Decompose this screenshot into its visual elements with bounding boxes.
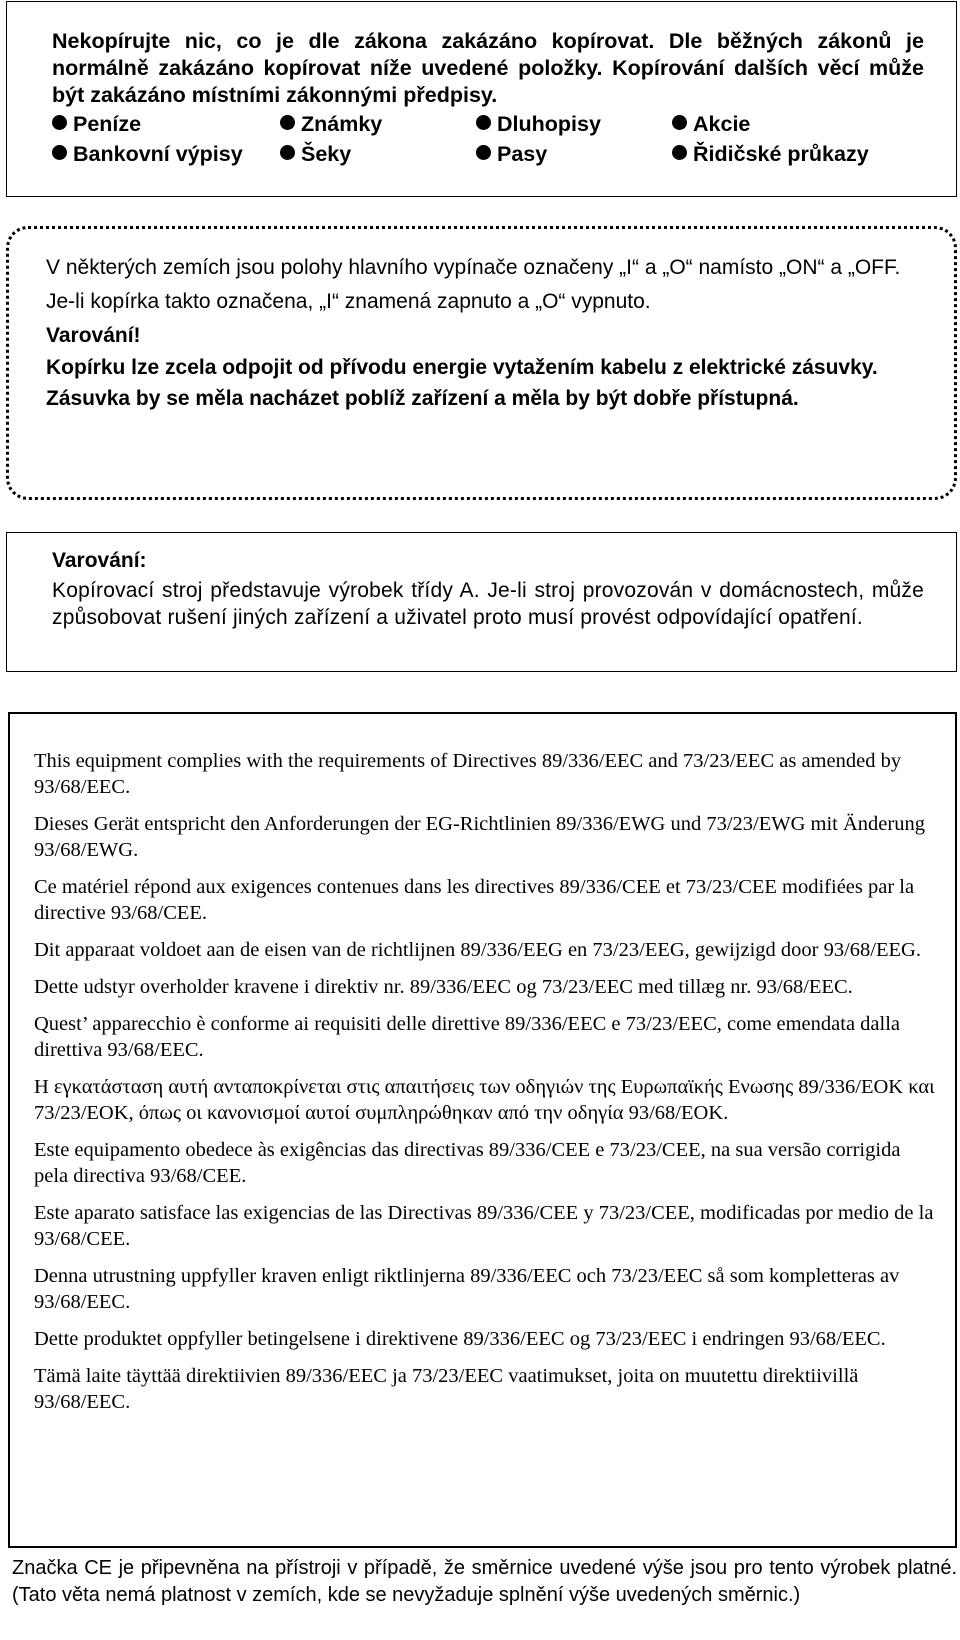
- bullet-icon: [280, 145, 295, 160]
- directive-statement-it: Quest’ apparecchio è conforme ai requisiti delle direttive 89/336/EEC e 73/23/EEC, come emendata dalla direttiva 93/68/EEC.: [34, 1013, 901, 1061]
- class-a-warning-box: [6, 532, 957, 672]
- directive-statement-de: Dieses Gerät entspricht den Anforderungen der EG-Richtlinien 89/336/EWG und 73/23/EWG mit Änderung 93/68/EWG.: [34, 813, 925, 861]
- restricted-item-label: Bankovní výpisy: [73, 142, 243, 166]
- restricted-item-label: Šeky: [301, 142, 352, 166]
- bullet-icon: [476, 145, 491, 160]
- restricted-item-label: Pasy: [497, 142, 548, 166]
- directive-statement-no: Dette produktet oppfyller betingelsene i direktivene 89/336/EEC og 73/23/EEC i endringen 93/68/EEC.: [34, 1328, 886, 1350]
- warning-title: Varování!: [46, 324, 141, 347]
- directive-statement-da: Dette udstyr overholder kravene i direktiv nr. 89/336/EEC og 73/23/EEC med tillæg nr. 93/68/EEC.: [34, 976, 853, 998]
- restricted-item-label: Peníze: [73, 112, 142, 136]
- restricted-item: [476, 141, 672, 168]
- bullet-icon: [672, 145, 687, 160]
- bullet-icon: [52, 115, 67, 130]
- restricted-item: [476, 111, 672, 138]
- directive-statement-fi: Tämä laite täyttää direktiivien 89/336/EEC ja 73/23/EEC vaatimukset, joita on muutettu direktiivillä 93/68/EEC.: [34, 1365, 859, 1413]
- restricted-item-label: Dluhopisy: [497, 112, 601, 136]
- copying-restrictions-box: [6, 1, 957, 197]
- directive-statement-sv: Denna utrustning uppfyller kraven enligt riktlinjerna 89/336/EEC och 73/23/EEC så som kompletteras av 93/68/EEC.: [34, 1265, 900, 1313]
- ce-mark-note: Značka CE je připevněna na přístroji v případě, že směrnice uvedené výše jsou pro tento výrobek platné. (Tato věta nemá platnost v zemích, kde se nevyžaduje splnění výše uvedených směrnic.): [12, 1557, 957, 1606]
- restricted-item-label: Známky: [301, 112, 383, 136]
- restricted-item: [52, 111, 280, 138]
- restricted-item-label: Řidičské průkazy: [693, 142, 869, 166]
- directive-statement-nl: Dit apparaat voldoet aan de eisen van de richtlijnen 89/336/EEG en 73/23/EEG, gewijzigd door 93/68/EEG.: [34, 939, 921, 961]
- restricted-item: [52, 141, 280, 168]
- restricted-item: [280, 111, 476, 138]
- directive-statement-en: This equipment complies with the requirements of Directives 89/336/EEC and 73/23/EEC as amended by 93/68/EEC.: [34, 750, 902, 798]
- bullet-icon: [280, 115, 295, 130]
- restricted-item-label: Akcie: [693, 112, 751, 136]
- unplug-warning-text: Kopírku lze zcela odpojit od přívodu energie vytažením kabelu z elektrické zásuvky.: [46, 356, 878, 379]
- eu-directives-box: [8, 712, 957, 1548]
- switch-labels-text: V některých zemích jsou polohy hlavního vypínače označeny „I“ a „O“ namísto „ON“ a „OFF.: [46, 256, 901, 279]
- restricted-item: [280, 141, 476, 168]
- bullet-icon: [476, 115, 491, 130]
- copying-restrictions-text: Nekopírujte nic, co je dle zákona zakázáno kopírovat. Dle běžných zákonů je normálně zakázáno kopírovat níže uvedené položky. Kopírování dalších věcí může být zakázáno místními zákonnými předpisy.: [52, 29, 924, 107]
- power-switch-notice-box: [6, 226, 957, 500]
- class-a-warning-title: Varování:: [52, 549, 147, 572]
- directive-statement-pt: Este equipamento obedece às exigências das directivas 89/336/CEE e 73/23/CEE, na sua versão corrigida pela directiva 93/68/CEE.: [34, 1139, 901, 1187]
- restricted-items-list: [52, 111, 924, 168]
- bullet-icon: [672, 115, 687, 130]
- directive-statement-es: Este aparato satisface las exigencias de las Directivas 89/336/CEE y 73/23/CEE, modificadas por medio de la 93/68/CEE.: [34, 1202, 934, 1250]
- bullet-icon: [52, 145, 67, 160]
- socket-location-text: Zásuvka by se měla nacházet poblíž zařízení a měla by být dobře přístupná.: [46, 387, 799, 410]
- directive-statement-fr: Ce matériel répond aux exigences contenues dans les directives 89/336/CEE et 73/23/CEE modifiées par la directive 93/68/CEE.: [34, 876, 915, 924]
- restricted-item: [672, 111, 924, 138]
- class-a-warning-text: Kopírovací stroj představuje výrobek třídy A. Je-li stroj provozován v domácnostech, může způsobovat rušení jiných zařízení a uživatel proto musí provést odpovídající opatření.: [52, 579, 924, 629]
- switch-meaning-text: Je-li kopírka takto označena, „I“ znamená zapnuto a „O“ vypnuto.: [46, 290, 651, 313]
- restricted-item: [672, 141, 924, 168]
- directive-statement-el: Η εγκατάσταση αυτή ανταποκρίνεται στις απαιτήσεις των οδηγιών της Ευρωπαϊκής Ενωσης 89/336/ΕΟΚ και 73/23/ΕΟΚ, όπως οι κανονισμοί αυτοί συμπληρώθηκαν από την οδηγία 93/68/ΕΟΚ.: [34, 1076, 935, 1124]
